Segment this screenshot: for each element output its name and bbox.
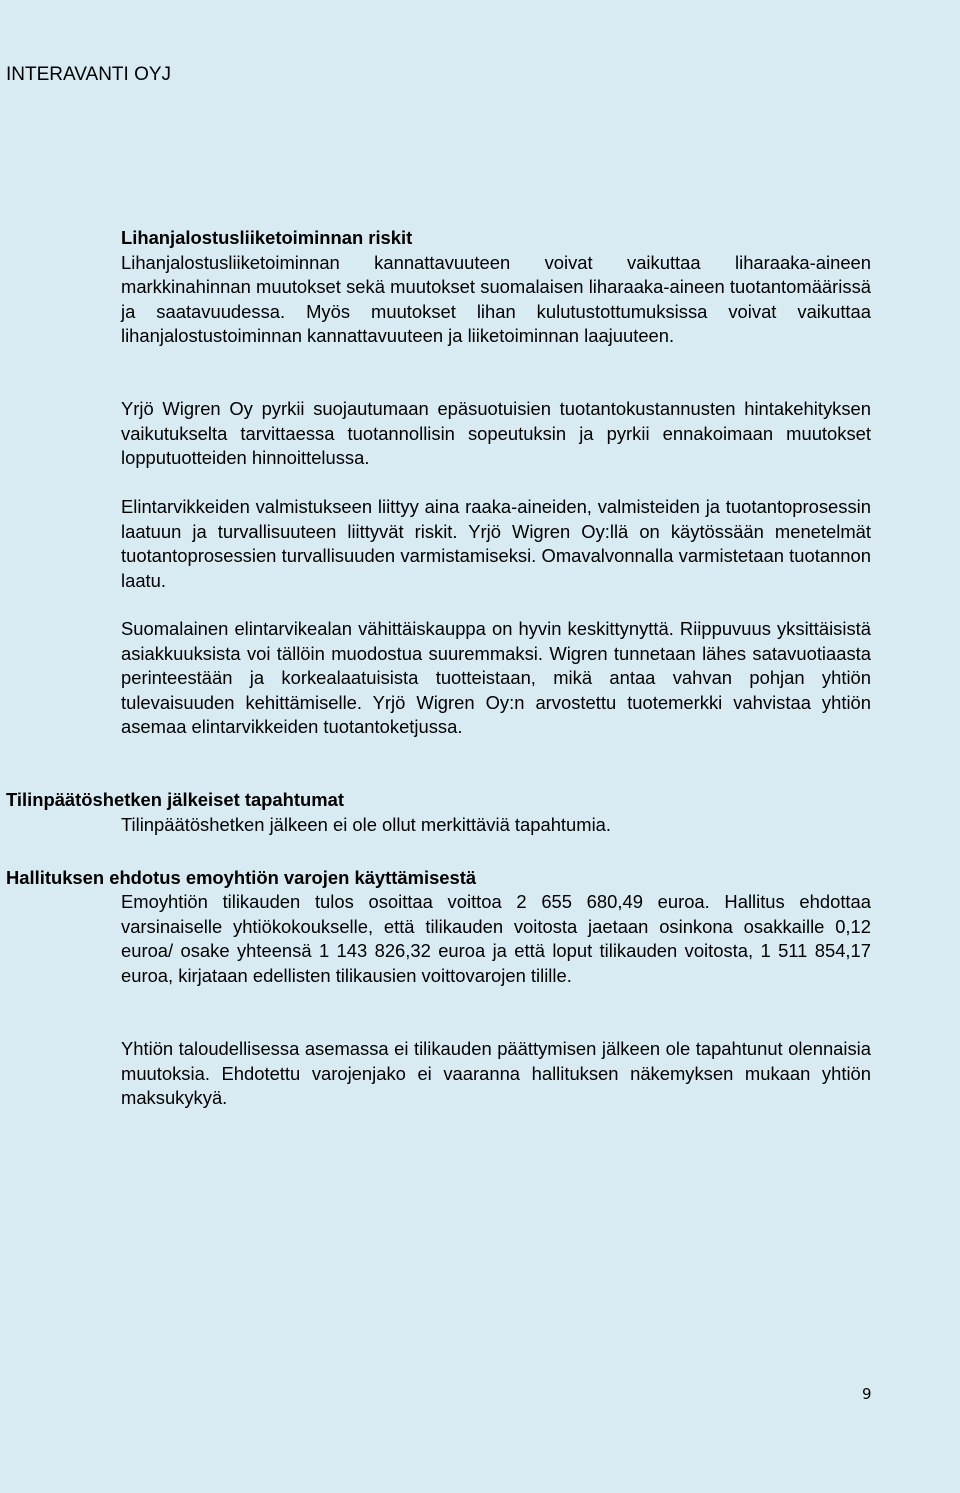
meat-risks-paragraph-3: Elintarvikkeiden valmistukseen liittyy aina raaka-aineiden, valmisteiden ja tuotantoprosessin laatuun ja turvallisuuteen liittyvät riskit. Yrjö Wigren Oy:llä on käytössään menetelmät tuotantoprosessien turvallisuuden varmistamiseksi. Omavalvonnalla varmistetaan tuotannon laatu. bbox=[121, 496, 871, 591]
company-header: INTERAVANTI OYJ bbox=[6, 64, 172, 85]
meat-risks-title: Lihanjalostusliiketoiminnan riskit bbox=[121, 227, 413, 248]
page-number: 9 bbox=[862, 1385, 872, 1403]
board-proposal-paragraph-2: Yhtiön taloudellisessa asemassa ei tilikauden päättymisen jälkeen ole tapahtunut olennaisia muutoksia. Ehdotettu varojenjako ei vaaranna hallituksen näkemyksen mukaan yhtiön maksukykyä. bbox=[121, 1038, 871, 1108]
post-balance-paragraph: Tilinpäätöshetken jälkeen ei ole ollut merkittäviä tapahtumia. bbox=[121, 814, 612, 835]
board-proposal-title: Hallituksen ehdotus emoyhtiön varojen käyttämisestä bbox=[6, 867, 477, 888]
post-balance-title: Tilinpäätöshetken jälkeiset tapahtumat bbox=[6, 789, 344, 810]
meat-risks-section bbox=[121, 226, 871, 349]
meat-risks-paragraph-2: Yrjö Wigren Oy pyrkii suojautumaan epäsuotuisien tuotantokustannusten hintakehityksen vaikutukselta tarvittaessa tuotannollisin sopeutuksin ja pyrkii ennakoimaan muutokset lopputuotteiden hinnoittelussa. bbox=[121, 398, 871, 468]
meat-risks-paragraph-1: Lihanjalostusliiketoiminnan kannattavuuteen voivat vaikuttaa liharaaka-aineen markkinahinnan muutokset sekä muutokset suomalaisen liharaaka-aineen tuotantomäärissä ja saatavuudessa. Myös muutokset lihan kulutustottumuksissa voivat vaikuttaa lihanjalostustoiminnan kannattavuuteen ja liiketoiminnan laajuuteen. bbox=[121, 251, 871, 346]
meat-risks-paragraph-4: Suomalainen elintarvikealan vähittäiskauppa on hyvin keskittynyttä. Riippuvuus yksittäisistä asiakkuuksista voi tällöin muodostua suuremmaksi. Wigren tunnetaan lähes satavuotiaasta perinteestään ja korkealaatuisista tuotteistaan, mikä antaa vahvan pohjan yhtiön tulevaisuuden kehittämiselle. Yrjö Wigren Oy:n arvostettu tuotemerkki vahvistaa yhtiön asemaa elintarvikkeiden tuotantoketjussa. bbox=[121, 618, 871, 737]
board-proposal-paragraph-1: Emoyhtiön tilikauden tulos osoittaa voittoa 2 655 680,49 euroa. Hallitus ehdottaa varsinaiselle yhtiökokoukselle, että tilikauden voitosta jaetaan osinkona osakkaille 0,12 euroa/ osake yhteensä 1 143 826,32 euroa ja että loput tilikauden voitosta, 1 511 854,17 euroa, kirjataan edellisten tilikausien voittovarojen tilille. bbox=[121, 891, 871, 986]
